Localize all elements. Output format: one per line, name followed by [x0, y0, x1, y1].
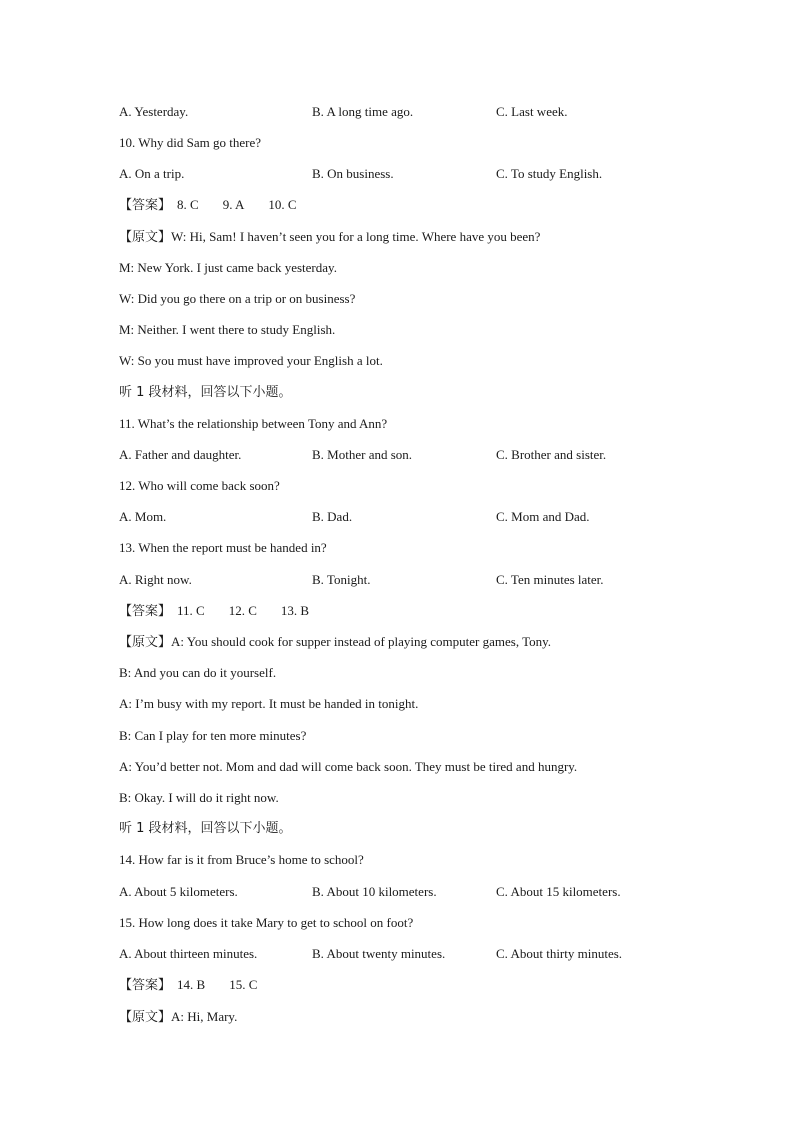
answer-item: 12. C — [228, 603, 257, 618]
q15-option-b: B. About twenty minutes. — [312, 946, 446, 961]
transcript-line: W: Did you go there on a trip or on business? — [119, 291, 356, 306]
q15-question: 15. How long does it take Mary to get to school on foot? — [119, 915, 414, 930]
transcript-line: W: So you must have improved your English a lot. — [119, 353, 383, 368]
q13-option-a: A. Right now. — [119, 572, 192, 587]
q10-question: 10. Why did Sam go there? — [119, 135, 262, 150]
transcript-label: 【原文】 — [119, 1010, 172, 1025]
q9-option-c: C. Last week. — [496, 104, 568, 119]
transcript-line: A: You’d better not. Mom and dad will come back soon. They must be tired and hungry. — [119, 759, 578, 774]
answer-item: 14. B — [177, 977, 206, 992]
q9-option-a: A. Yesterday. — [119, 104, 189, 119]
answer-item: 10. C — [268, 197, 297, 212]
answer-label: 【答案】 — [119, 978, 172, 993]
transcript-line: B: And you can do it yourself. — [119, 665, 277, 680]
transcript-line: M: New York. I just came back yesterday. — [119, 260, 337, 275]
q14-option-b: B. About 10 kilometers. — [312, 884, 437, 899]
transcript-label: 【原文】 — [119, 230, 172, 245]
q12-option-a: A. Mom. — [119, 509, 167, 524]
q13-option-b: B. Tonight. — [312, 572, 371, 587]
answer-label: 【答案】 — [119, 198, 172, 213]
answer-line-2 — [119, 601, 309, 621]
q14-option-c: C. About 15 kilometers. — [496, 884, 621, 899]
transcript-line — [119, 632, 551, 652]
q12-question: 12. Who will come back soon? — [119, 478, 280, 493]
q15-option-c: C. About thirty minutes. — [496, 946, 623, 961]
q11-option-a: A. Father and daughter. — [119, 447, 242, 462]
transcript-line: A: I’m busy with my report. It must be handed in tonight. — [119, 696, 419, 711]
q11-question: 11. What’s the relationship between Tony and Ann? — [119, 416, 388, 431]
answer-item: 11. C — [177, 603, 205, 618]
q11-option-b: B. Mother and son. — [312, 447, 413, 462]
answer-item: 8. C — [177, 197, 199, 212]
answer-line-1 — [119, 195, 297, 215]
transcript-line: M: Neither. I went there to study English. — [119, 322, 336, 337]
q14-question: 14. How far is it from Bruce’s home to school? — [119, 852, 364, 867]
answer-item: 9. A — [222, 197, 245, 212]
section-instruction: 听 1 段材料，回答以下小题。 — [119, 821, 292, 836]
q14-option-a: A. About 5 kilometers. — [119, 884, 238, 899]
transcript-label: 【原文】 — [119, 635, 172, 650]
answer-line-3 — [119, 975, 257, 995]
q13-question: 13. When the report must be handed in? — [119, 540, 327, 555]
transcript-text: A: You should cook for supper instead of playing computer games, Tony. — [171, 634, 552, 649]
q15-option-a: A. About thirteen minutes. — [119, 946, 258, 961]
q9-option-b: B. A long time ago. — [312, 104, 414, 119]
transcript-line: B: Okay. I will do it right now. — [119, 790, 279, 805]
section-instruction: 听 1 段材料，回答以下小题。 — [119, 385, 292, 400]
q12-option-c: C. Mom and Dad. — [496, 509, 590, 524]
answer-label: 【答案】 — [119, 604, 172, 619]
transcript-text: W: Hi, Sam! I haven’t seen you for a long time. Where have you been? — [171, 229, 541, 244]
transcript-line: B: Can I play for ten more minutes? — [119, 728, 307, 743]
q13-option-c: C. Ten minutes later. — [496, 572, 604, 587]
q10-option-b: B. On business. — [312, 166, 394, 181]
transcript-text: A: Hi, Mary. — [171, 1009, 238, 1024]
q10-option-a: A. On a trip. — [119, 166, 185, 181]
q10-option-c: C. To study English. — [496, 166, 603, 181]
transcript-line — [119, 1007, 237, 1027]
answer-item: 15. C — [229, 977, 258, 992]
transcript-line — [119, 227, 540, 247]
q11-option-c: C. Brother and sister. — [496, 447, 607, 462]
q12-option-b: B. Dad. — [312, 509, 353, 524]
answer-item: 13. B — [280, 603, 310, 618]
